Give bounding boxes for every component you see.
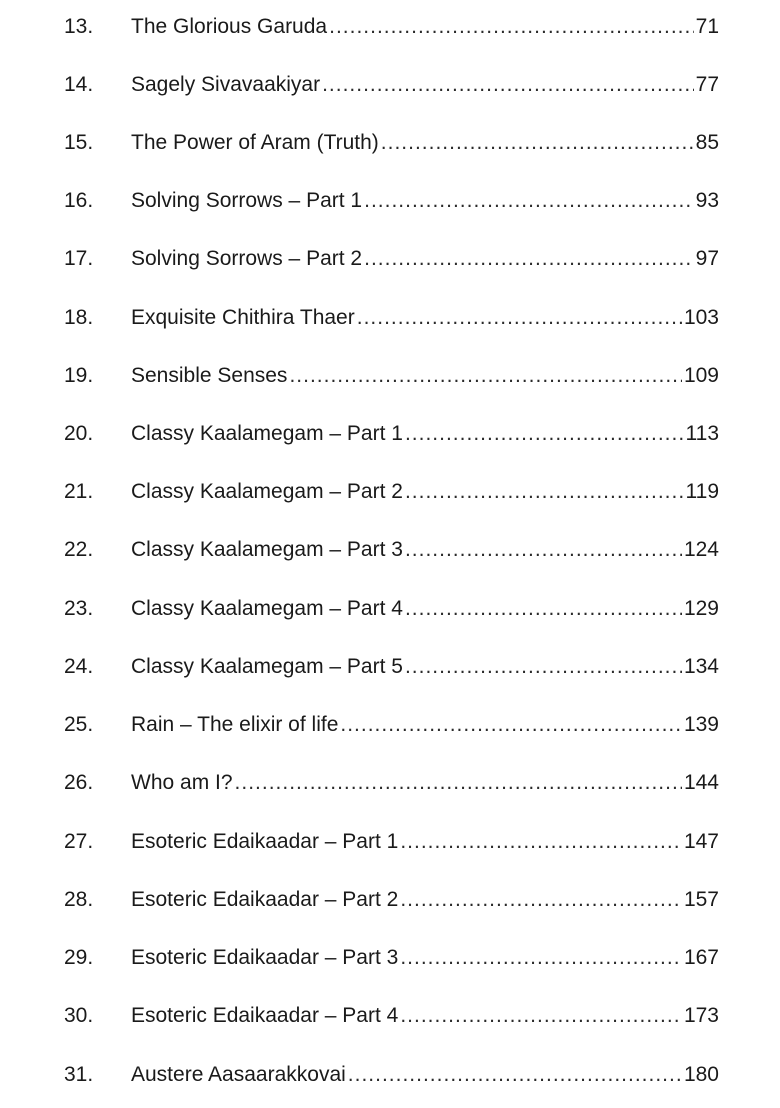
toc-entry (0, 184, 780, 218)
toc-entry-title: Esoteric Edaikaadar – Part 1 (131, 830, 399, 853)
toc-entry-number: 21. (64, 480, 94, 503)
toc-entry-title: Esoteric Edaikaadar – Part 4 (131, 1004, 399, 1027)
toc-entry-title: Classy Kaalamegam – Part 2 (131, 480, 403, 503)
toc-entry (0, 941, 780, 975)
dot-leader (357, 301, 682, 335)
toc-entry-title: Who am I? (131, 771, 233, 794)
dot-leader (289, 359, 682, 393)
toc-entry-number: 14. (64, 73, 94, 96)
toc-entry (0, 708, 780, 742)
toc-entry-title: Esoteric Edaikaadar – Part 2 (131, 888, 399, 911)
dot-leader (322, 68, 694, 102)
toc-entry-body (131, 941, 719, 975)
toc-entry (0, 301, 780, 335)
toc-entry (0, 883, 780, 917)
toc-entry (0, 475, 780, 509)
toc-entry (0, 999, 780, 1033)
toc-entry-title: Austere Aasaarakkovai (131, 1063, 346, 1086)
toc-entry-body (131, 650, 719, 684)
toc-entry-body (131, 883, 719, 917)
toc-entry-page: 147 (683, 830, 719, 853)
toc-entry-page: 103 (683, 306, 719, 329)
toc-entry-title: Sagely Sivavaakiyar (131, 73, 321, 96)
toc-entry-number: 28. (64, 888, 94, 911)
toc-entry-number: 13. (64, 15, 94, 38)
toc-entry-body (131, 242, 719, 276)
toc-entry-number: 18. (64, 306, 94, 329)
toc-entry-number: 19. (64, 364, 94, 387)
toc-entry (0, 592, 780, 626)
toc-entry-number: 16. (64, 189, 94, 212)
toc-entry-title: Classy Kaalamegam – Part 1 (131, 422, 403, 445)
toc-entry-page: 139 (683, 713, 719, 736)
toc-entry-body (131, 184, 719, 218)
dot-leader (235, 766, 682, 800)
toc-entry (0, 10, 780, 44)
toc-entry (0, 766, 780, 800)
dot-leader (400, 883, 682, 917)
toc-entry-title: Classy Kaalamegam – Part 4 (131, 597, 403, 620)
toc-entry-number: 31. (64, 1063, 94, 1086)
toc-entry-page: 119 (685, 480, 719, 503)
toc-entry-title: Solving Sorrows – Part 1 (131, 189, 363, 212)
toc-entry (0, 1058, 780, 1092)
dot-leader (364, 184, 694, 218)
toc-entry (0, 126, 780, 160)
toc-entry-number: 15. (64, 131, 94, 154)
toc-entry-title: Solving Sorrows – Part 2 (131, 247, 363, 270)
dot-leader (400, 941, 682, 975)
dot-leader (405, 417, 684, 451)
dot-leader (381, 126, 694, 160)
toc-entry-body (131, 475, 719, 509)
dot-leader (405, 592, 682, 626)
toc-entry-title: The Glorious Garuda (131, 15, 328, 38)
toc-entry (0, 825, 780, 859)
toc-entry-body (131, 126, 719, 160)
toc-entry-title: Classy Kaalamegam – Part 5 (131, 655, 403, 678)
toc-entry-body (131, 301, 719, 335)
toc-entry-page: 93 (695, 189, 719, 212)
toc-entry-number: 26. (64, 771, 94, 794)
toc-entry-body (131, 533, 719, 567)
toc-entry-page: 144 (683, 771, 719, 794)
toc-entry-page: 97 (695, 247, 719, 270)
toc-entry-number: 24. (64, 655, 94, 678)
toc-entry-number: 22. (64, 538, 94, 561)
toc-entry-title: Classy Kaalamegam – Part 3 (131, 538, 403, 561)
toc-entry (0, 650, 780, 684)
toc-entry-body (131, 68, 719, 102)
dot-leader (340, 708, 682, 742)
toc-entry-page: 71 (695, 15, 719, 38)
toc-entry (0, 242, 780, 276)
toc-entry-title: The Power of Aram (Truth) (131, 131, 379, 154)
toc-entry-body (131, 592, 719, 626)
toc-entry-body (131, 10, 719, 44)
toc-entry-page: 113 (685, 422, 719, 445)
toc-entry-page: 109 (683, 364, 719, 387)
toc-entry-number: 27. (64, 830, 94, 853)
toc-entry-body (131, 999, 719, 1033)
toc-entry (0, 68, 780, 102)
toc-entry-page: 167 (683, 946, 719, 969)
dot-leader (348, 1058, 682, 1092)
toc-entry-page: 134 (683, 655, 719, 678)
toc-entry-body (131, 417, 719, 451)
toc-entry-page: 77 (695, 73, 719, 96)
dot-leader (400, 999, 682, 1033)
toc-entry-title: Exquisite Chithira Thaer (131, 306, 355, 329)
toc-entry-body (131, 359, 719, 393)
toc-entry-title: Rain – The elixir of life (131, 713, 339, 736)
toc-entry-number: 29. (64, 946, 94, 969)
dot-leader (405, 533, 682, 567)
toc-entry-page: 124 (683, 538, 719, 561)
dot-leader (405, 475, 684, 509)
dot-leader (405, 650, 682, 684)
dot-leader (400, 825, 682, 859)
toc-entry-page: 180 (683, 1063, 719, 1086)
toc-entry-number: 30. (64, 1004, 94, 1027)
toc-entry (0, 359, 780, 393)
toc-entry-title: Esoteric Edaikaadar – Part 3 (131, 946, 399, 969)
toc-entry-body (131, 1058, 719, 1092)
toc-entry (0, 417, 780, 451)
toc-entry-number: 20. (64, 422, 94, 445)
dot-leader (329, 10, 694, 44)
toc-entry-number: 17. (64, 247, 94, 270)
toc-entry-page: 85 (695, 131, 719, 154)
toc-entry-number: 25. (64, 713, 94, 736)
dot-leader (364, 242, 694, 276)
toc-entry-number: 23. (64, 597, 94, 620)
toc-entry (0, 533, 780, 567)
toc-entry-body (131, 708, 719, 742)
toc-entry-page: 173 (683, 1004, 719, 1027)
toc-entry-body (131, 825, 719, 859)
toc-entry-body (131, 766, 719, 800)
toc-entry-page: 129 (683, 597, 719, 620)
toc-entry-title: Sensible Senses (131, 364, 288, 387)
toc-entry-page: 157 (683, 888, 719, 911)
